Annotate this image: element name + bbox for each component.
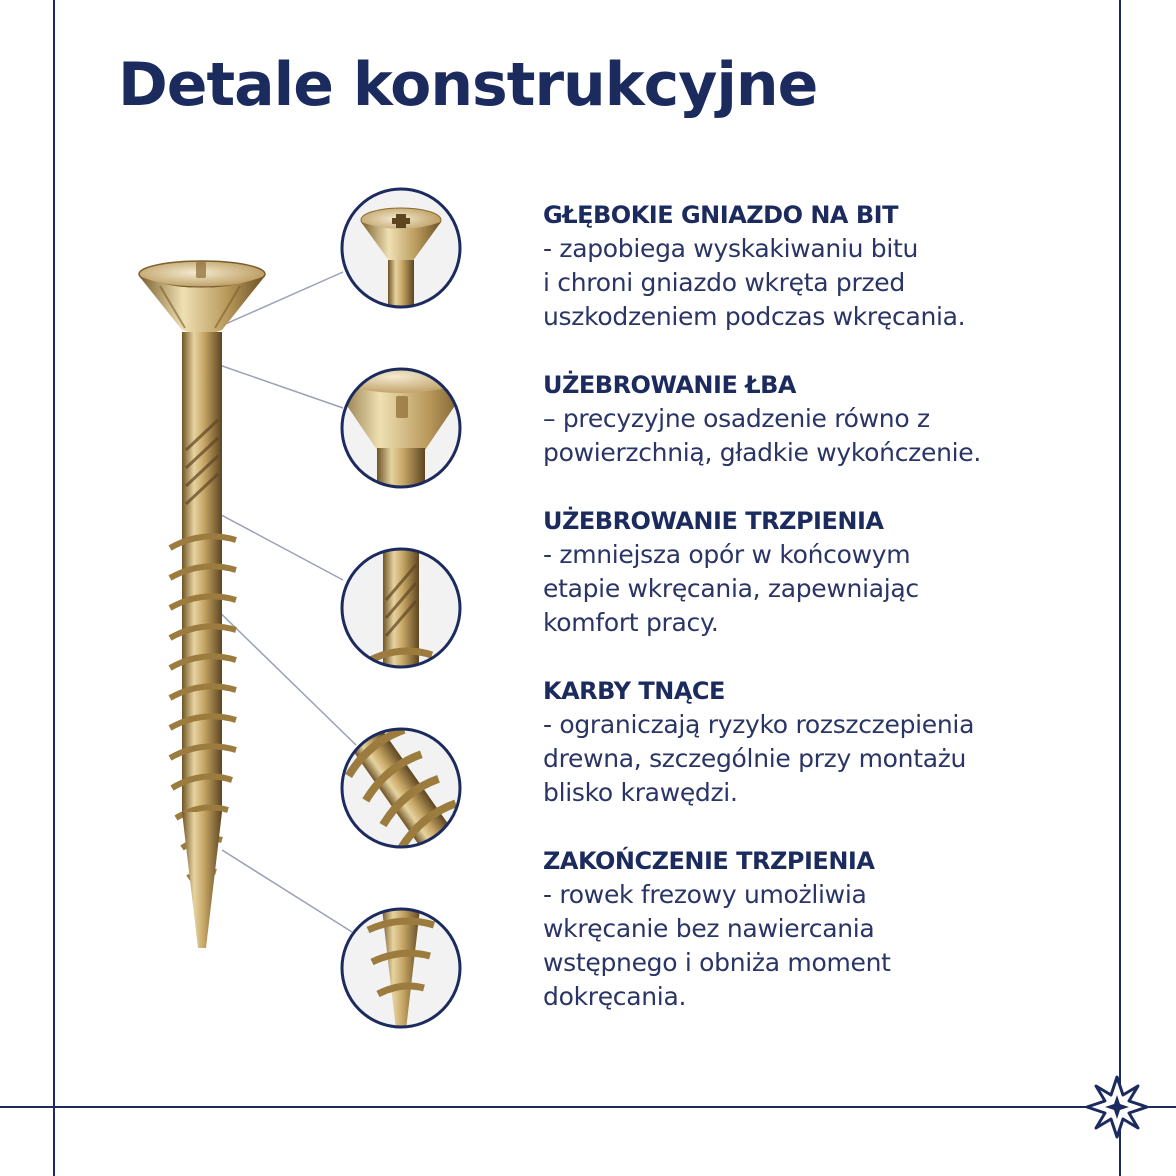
- feature-heading: GŁĘBOKIE GNIAZDO NA BIT: [543, 201, 898, 229]
- feature-cutting-notches: [543, 674, 1103, 810]
- feature-heading: KARBY TNĄCE: [543, 677, 725, 705]
- feature-head-ribs: [543, 368, 1103, 470]
- feature-heading: ZAKOŃCZENIE TRZPIENIA: [543, 847, 875, 875]
- page-title: Detale konstrukcyjne: [118, 50, 818, 120]
- feature-description: - zapobiega wyskakiwaniu bitu i chroni gniazdo wkręta przed uszkodzeniem podczas wkręcania.: [543, 234, 966, 331]
- detail-circle-head-socket: [342, 189, 460, 320]
- feature-shaft-ribs: [543, 504, 1103, 640]
- star-icon: [1087, 1077, 1147, 1137]
- feature-description: - ograniczają ryzyko rozszczepienia drewna, szczególnie przy montażu blisko krawędzi.: [543, 710, 975, 807]
- feature-description: - rowek frezowy umożliwia wkręcanie bez nawiercania wstępnego i obniża moment dokręcania.: [543, 880, 891, 1011]
- feature-shaft-tip: [543, 844, 1103, 1014]
- feature-description: – precyzyjne osadzenie równo z powierzchnią, gładkie wykończenie.: [543, 404, 981, 467]
- feature-heading: UŻEBROWANIE ŁBA: [543, 371, 796, 399]
- connector-lines: [205, 272, 356, 932]
- detail-circle-tip: [342, 900, 460, 1030]
- feature-description: - zmniejsza opór w końcowym etapie wkręcania, zapewniając komfort pracy.: [543, 540, 919, 637]
- feature-heading: UŻEBROWANIE TRZPIENIA: [543, 507, 884, 535]
- detail-circle-shaft-ribs: [342, 540, 460, 680]
- feature-bit-socket: [543, 198, 1103, 334]
- screw: [139, 261, 265, 948]
- detail-circle-cutting-notches: [333, 712, 472, 868]
- detail-circle-head-ribs: [331, 362, 471, 498]
